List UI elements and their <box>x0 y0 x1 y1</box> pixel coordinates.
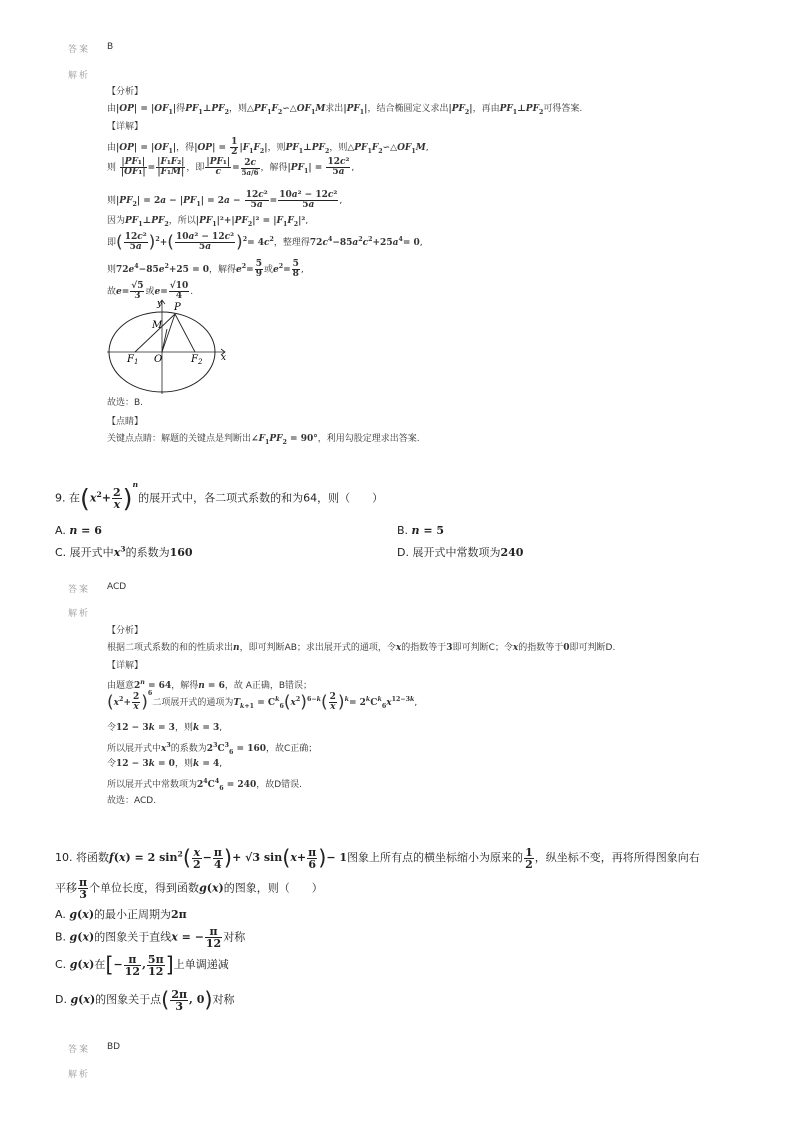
q8-choose: 故选：B. <box>107 398 144 408</box>
q9-detail-line-3: 令12 − 3k = 3，则k = 3, <box>107 723 223 733</box>
section-analysis: 【分析】 <box>107 626 144 636</box>
q10-stem-line-1: 10. 将函数f(x) = 2 $\sin^2$( $\frac{x}{2}$ − $\frac{\pi}{4}$ )+ √3 sin(x+ $\frac{\pi}{6}$ )− 1图象上所有点的横坐标缩小为原来的 $\frac{1}{2}$ ，纵坐标不变，再将所得图象向右 <box>55 845 700 871</box>
q9-detail-line-1: 由题意$2^n = 64$，解得n = 6，故 A正确，B错误； <box>107 679 313 691</box>
q9-choose: 故选：ACD. <box>107 796 157 806</box>
ellipse-figure <box>105 296 233 396</box>
q8-detail-line-4: 因为$PF_1\perp PF_2$，所以$|PF_1|^2+|PF_2|^2 = |F_1F_2|^2$, <box>107 216 309 228</box>
q9-analysis-text: 根据二项式系数的和的性质求出n，即可判断AB；求出展开式的通项，令x的指数等于3即可判断C；令x的指数等于0即可判断D. <box>107 643 616 653</box>
q9-detail-line-5: 令12 − 3k = 0，则k = 4, <box>107 759 223 769</box>
q10-option-b[interactable]: B. g(x)的图象关于直线x = − $\frac{\pi}{12}$ 对称 <box>55 925 246 950</box>
q10-stem-line-2: 平移 $\frac{\pi}{3}$ 个单位长度，得到函数g(x)的图象，则（ ） <box>55 876 323 901</box>
q10-option-d[interactable]: D. g(x)的图象关于点( $\frac{2\pi}{3}$ , 0)对称 <box>55 987 235 1013</box>
q8-tip-text: 关键点点睛：解题的关键点是判断出$\angle F_1PF_2 = 90^\circ$，利用勾股定理求出答案. <box>107 434 420 446</box>
fig-m-label: M <box>152 320 163 331</box>
fig-p-label: P <box>174 302 181 313</box>
fig-o-label: O <box>154 354 163 365</box>
fig-y-label: y <box>157 299 163 309</box>
fig-x-label: x <box>221 353 227 363</box>
fig-f1-label: $F_1$ <box>127 354 139 366</box>
section-detail: 【详解】 <box>107 661 144 671</box>
q9-option-c[interactable]: C. 展开式中$x^3$的系数为160 <box>55 544 193 559</box>
q9-detail-line-2: ($x^2+$ $\frac{2}{x}$ )$^6$二项展开式的通项为$T_{k+1} = C^k_6(x^2)^{6-k}$( $\frac{2}{x}$ )$^k= 2^kC^k_6x^{12-3k}$, <box>107 690 418 713</box>
q9-option-d[interactable]: D. 展开式中常数项为240 <box>397 546 524 559</box>
answer-label: 答案 <box>68 45 91 55</box>
q9-stem: 9. 在($x^2+$ $\frac{2}{x}$ )$^n$的展开式中，各二项式系数的和为64，则（ ） <box>55 479 384 513</box>
fig-f2-label: $F_2$ <box>191 354 203 366</box>
q10-option-c[interactable]: C. g(x)在[− $\frac{\pi}{12}$ , $\frac{5\pi}{12}$ ]上单调递减 <box>55 952 229 978</box>
q9-detail-line-4: 所以展开式中$x^3$的系数为$2^3C^3_6 = 160$，故C正确； <box>107 742 318 756</box>
answer-value: ACD <box>107 582 127 592</box>
q9-option-a[interactable]: A. n = 6 <box>55 524 102 537</box>
q8-detail-line-1: 由$|OP| = |OF_1|$，得|OP| = $\frac{1}{2}$ $|F_1F_2|$，则$PF_1\perp PF_2$，则$\triangle PF_1F_2∽\triangle OF_1M$, <box>107 137 429 157</box>
analysis-label: 解析 <box>68 609 91 619</box>
answer-label: 答案 <box>68 585 91 595</box>
q8-analysis-text: 由$|OP| = |OF_1|$得$PF_1\perp PF_2$，则$\triangle PF_1F_2∽\triangle OF_1M$求出$|PF_1|$，结合椭圆定义求出$|PF_2|$，再由$PF_1\perp PF_2$可得答案. <box>107 104 583 116</box>
q8-detail-line-7: 故e= $\frac{√5}{3}$ 或e= $\frac{√10}{4}$ . <box>107 281 194 301</box>
q8-detail-line-2: 则 $\frac{\text{|PF₁|}}{\text{|OF₁|}}$ = $\frac{\text{|F₁F₂|}}{\text{|F₁M|}}$ ，即 $\frac{\text{|PF₁|}}{c}$ = $\frac{2c}{5a/6}$ ，解得$|PF_1|$ = $\frac{\text{12c²}}{5a}$ , <box>107 157 355 177</box>
analysis-label: 解析 <box>68 1070 91 1080</box>
q10-option-a[interactable]: A. g(x)的最小正周期为2π <box>55 908 187 921</box>
q9-detail-line-6: 所以展开式中常数项为$2^4C^4_6 = 240$，故D错误. <box>107 778 303 792</box>
section-analysis: 【分析】 <box>107 87 144 97</box>
q8-detail-line-5: 即( $\frac{\text{12c²}}{5a}$ )$^2$+( $\frac{\text{10a² − 12c²}}{5a}$ )$^2= 4c^2$，整理得$72c^4-85a^2c^2+25a^4= 0$, <box>107 232 423 253</box>
q8-detail-line-3: 则$|PF_2| = 2a - |PF_1| = 2a$ − $\frac{\text{12c²}}{5a}$ = $\frac{\text{10a² − 12c²}}{5a}$ , <box>107 190 343 210</box>
q9-option-b[interactable]: B. n = 5 <box>397 524 445 537</box>
q8-detail-line-6: 则$72e^4-85e^2+25 = 0$，解得$e^2=$ $\frac{5}{9}$ 或$e^2=$ $\frac{5}{8}$ , <box>107 259 304 279</box>
answer-value: BD <box>107 1042 121 1052</box>
answer-label: 答案 <box>68 1045 91 1055</box>
section-detail: 【详解】 <box>107 122 144 132</box>
answer-value: B <box>107 42 114 52</box>
analysis-label: 解析 <box>68 71 91 81</box>
section-tip: 【点睛】 <box>107 417 144 427</box>
